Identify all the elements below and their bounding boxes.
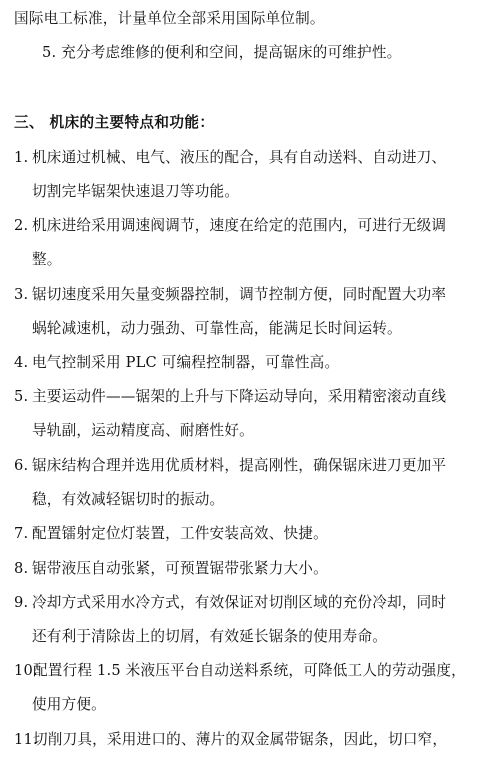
list-item-8-number: 8. <box>14 560 29 577</box>
list-item-2-line-1 <box>14 216 446 236</box>
intro-line: 国际电工标准，计量单位全部采用国际单位制。 <box>14 10 325 27</box>
list-item-3-line-1 <box>14 285 446 305</box>
list-item-9-text: 冷却方式采用水冷方式，有效保证对切削区域的充份冷却，同时 <box>32 594 447 611</box>
section-heading: 三、 机床的主要特点和功能： <box>14 114 215 131</box>
list-item-1-line-1 <box>14 148 446 168</box>
list-item-11-number: 11. <box>14 731 38 748</box>
list-item-5-text: 主要运动件——锯架的上升与下降运动导向，采用精密滚动直线 <box>32 388 447 405</box>
top-item-5 <box>42 43 401 63</box>
list-item-9-line-2: 还有利于清除齿上的切屑，有效延长锯条的使用寿命。 <box>32 628 388 645</box>
list-item-11-line-1 <box>14 730 447 750</box>
list-item-4-number: 4. <box>14 354 29 371</box>
list-item-4-line-1 <box>14 353 339 373</box>
list-item-2-line-2: 整。 <box>32 251 62 268</box>
list-item-4-text: 电气控制采用 PLC 可编程控制器，可靠性高。 <box>32 354 340 371</box>
list-item-6-line-1 <box>14 456 446 476</box>
list-item-7-number: 7. <box>14 525 29 542</box>
list-item-5-line-2: 导轨副，运动精度高、耐磨性好。 <box>32 422 254 439</box>
list-item-10-number: 10. <box>14 662 38 679</box>
list-item-1-text: 机床通过机械、电气、液压的配合，具有自动送料、自动进刀、 <box>32 149 447 166</box>
list-item-9-line-1 <box>14 593 446 613</box>
list-item-6-number: 6. <box>14 457 29 474</box>
list-item-3-text: 锯切速度采用矢量变频器控制，调节控制方便，同时配置大功率 <box>32 286 447 303</box>
top-item-5-number: 5. <box>42 44 57 61</box>
list-item-8-line-1 <box>14 559 328 579</box>
list-item-1-number: 1. <box>14 149 29 166</box>
list-item-6-text: 锯床结构合理并选用优质材料，提高刚性，确保锯床进刀更加平 <box>32 457 447 474</box>
list-item-3-line-2: 蜗轮减速机，动力强劲、可靠性高，能满足长时间运转。 <box>32 320 402 337</box>
list-item-9-number: 9. <box>14 594 29 611</box>
list-item-2-text: 机床进给采用调速阀调节，速度在给定的范围内，可进行无级调 <box>32 217 447 234</box>
list-item-7-line-1 <box>14 524 328 544</box>
list-item-5-line-1 <box>14 387 446 407</box>
list-item-7-text: 配置镭射定位灯装置，工件安装高效、快捷。 <box>32 525 328 542</box>
top-item-5-text: 充分考虑维修的便利和空间，提高锯床的可维护性。 <box>61 44 402 61</box>
list-item-11-text: 切削刀具，采用进口的、薄片的双金属带锯条，因此，切口窄， <box>33 731 448 748</box>
list-item-5-number: 5. <box>14 388 29 405</box>
list-item-6-line-2: 稳，有效减轻锯切时的振动。 <box>32 491 225 508</box>
list-item-8-text: 锯带液压自动张紧，可预置锯带张紧力大小。 <box>32 560 328 577</box>
list-item-10-text: 配置行程 1.5 米液压平台自动送料系统，可降低工人的劳动强度， <box>33 662 466 679</box>
list-item-3-number: 3. <box>14 286 29 303</box>
list-item-1-line-2: 切割完毕锯架快速退刀等功能。 <box>32 183 240 200</box>
list-item-10-line-1 <box>14 661 466 681</box>
list-item-10-line-2: 使用方便。 <box>32 696 106 713</box>
list-item-2-number: 2. <box>14 217 29 234</box>
